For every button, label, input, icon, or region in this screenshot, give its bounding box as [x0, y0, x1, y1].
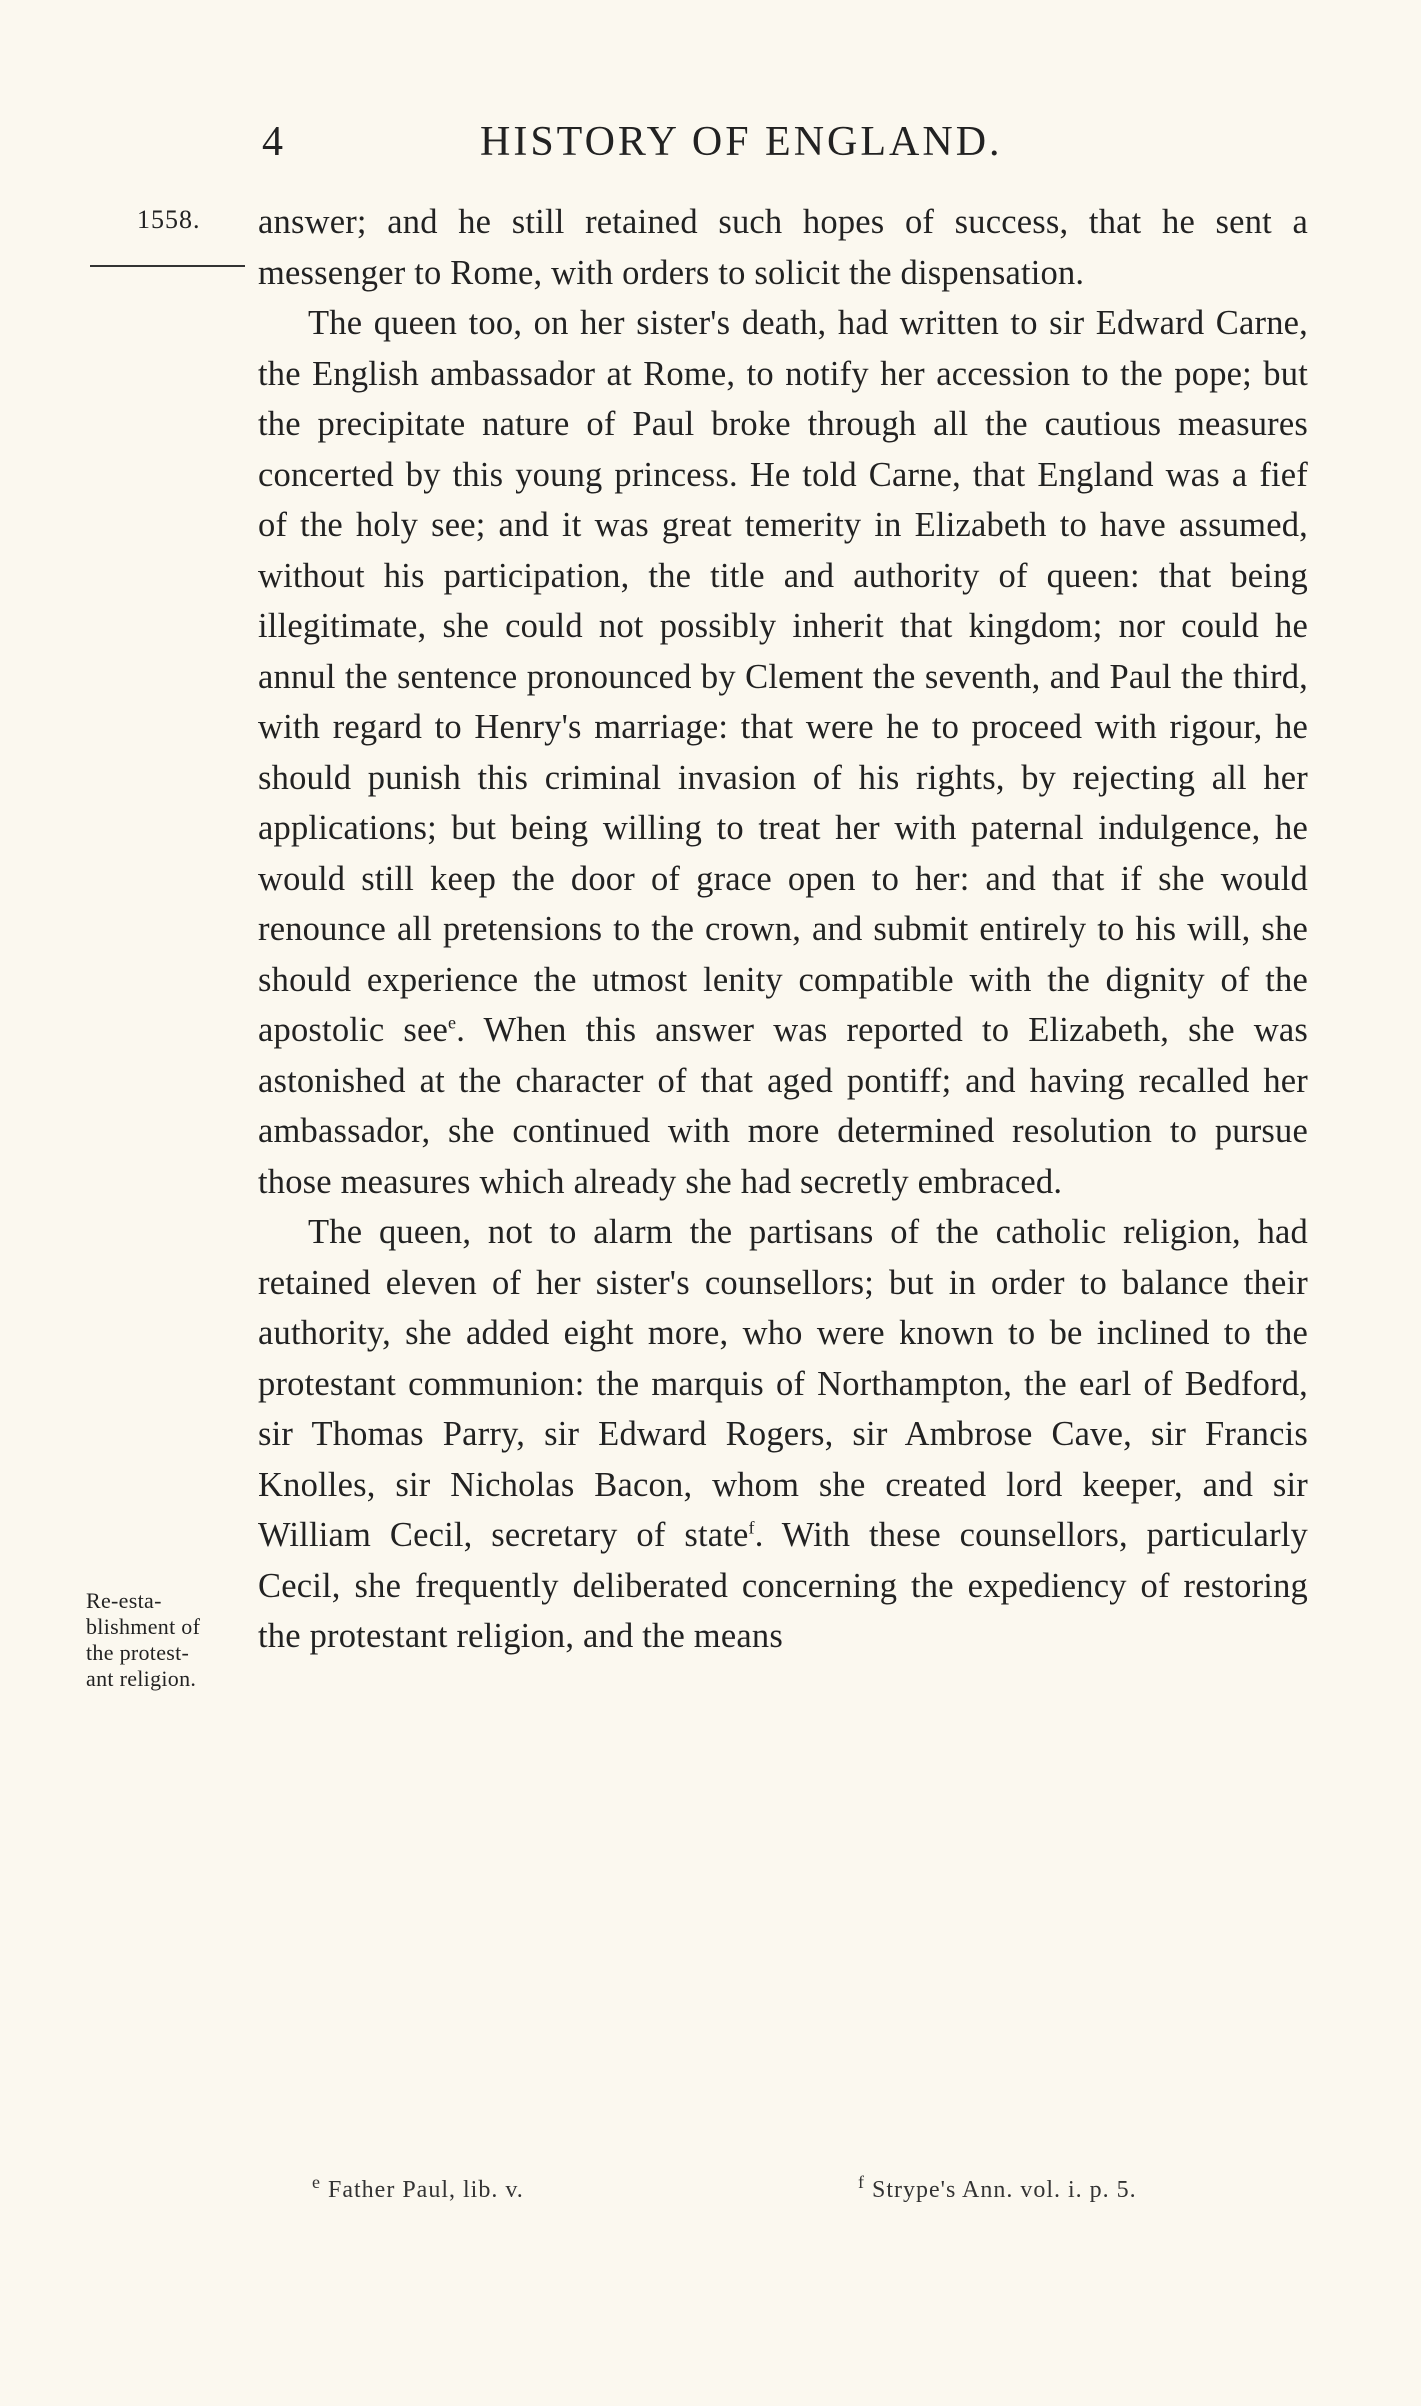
- footnote-e: [312, 2172, 524, 2204]
- paragraph-3-text-a: The queen, not to alarm the partisans of the catholic religion, had retained eleven of her sister's counsellors; but in order to balance their authority, she added eight more, who were known to be inclined to the protestant communion: the marquis of Northampton, the earl of Bedford, sir Thomas Parry, sir Edward Rogers, sir Ambrose Cave, sir Francis Knolles, sir Nicholas Bacon, whom she created lord keeper, and sir William Cecil, secretary of state: [258, 1213, 1308, 1554]
- paragraph-3: [258, 1207, 1308, 1662]
- year-rule: [90, 265, 245, 267]
- margin-year: 1558.: [137, 205, 201, 234]
- footnote-f-mark: f: [858, 2172, 865, 2192]
- margin-note: [86, 1588, 256, 1692]
- paragraph-2-text-b: . When this answer was reported to Elizabeth, she was astonished at the character of that aged pontiff; and having recalled her ambassador, she continued with more determined resolution to pursue those measures which already she had secretly embraced.: [258, 1011, 1308, 1201]
- paragraph-1: answer; and he still retained such hopes of success, that he sent a messenger to Rome, with orders to solicit the dispensation.: [258, 203, 1308, 292]
- body-text: [258, 197, 1308, 1662]
- page-number: 4: [262, 119, 284, 165]
- paragraph-2-text-a: The queen too, on her sister's death, had written to sir Edward Carne, the English ambassador at Rome, to notify her accession to the pope; but the precipitate nature of Paul broke through all the cautious measures concerted by this young princess. He told Carne, that England was a fief of the holy see; and it was great temerity in Elizabeth to have assumed, without his participation, the title and authority of queen: that being illegitimate, she could not possibly inherit that kingdom; nor could he annul the sentence pronounced by Clement the seventh, and Paul the third, with regard to Henry's marriage: that were he to proceed with rigour, he should punish this criminal invasion of his rights, by rejecting all her applications; but being willing to treat her with paternal indulgence, he would still keep the door of grace open to her: and that if she would renounce all pretensions to the crown, and submit entirely to his will, she should experience the utmost lenity compatible with the dignity of the apostolic see: [258, 304, 1308, 1049]
- margin-note-line: Re-esta-: [86, 1588, 162, 1613]
- footnote-ref-e: e: [448, 1012, 457, 1033]
- footnote-ref-f: f: [748, 1517, 755, 1538]
- footnotes: [300, 2172, 1260, 2217]
- page-header: [240, 118, 1200, 178]
- footnote-e-mark: e: [312, 2172, 321, 2192]
- footnote-f-text: Strype's Ann. vol. i. p. 5.: [872, 2177, 1137, 2203]
- margin-note-line: the protest-: [86, 1640, 190, 1665]
- margin-note-line: blishment of: [86, 1614, 201, 1639]
- paragraph-2: [258, 298, 1308, 1207]
- running-title: HISTORY OF ENGLAND.: [480, 119, 1003, 165]
- margin-note-line: ant religion.: [86, 1666, 197, 1691]
- footnote-e-text: Father Paul, lib. v.: [328, 2177, 524, 2203]
- paragraph-3-text-b: . With these counsellors, particularly Cecil, she frequently deliberated concerning the expediency of restoring the protestant religion, and the means: [258, 1516, 1308, 1655]
- footnote-f: [858, 2172, 1137, 2204]
